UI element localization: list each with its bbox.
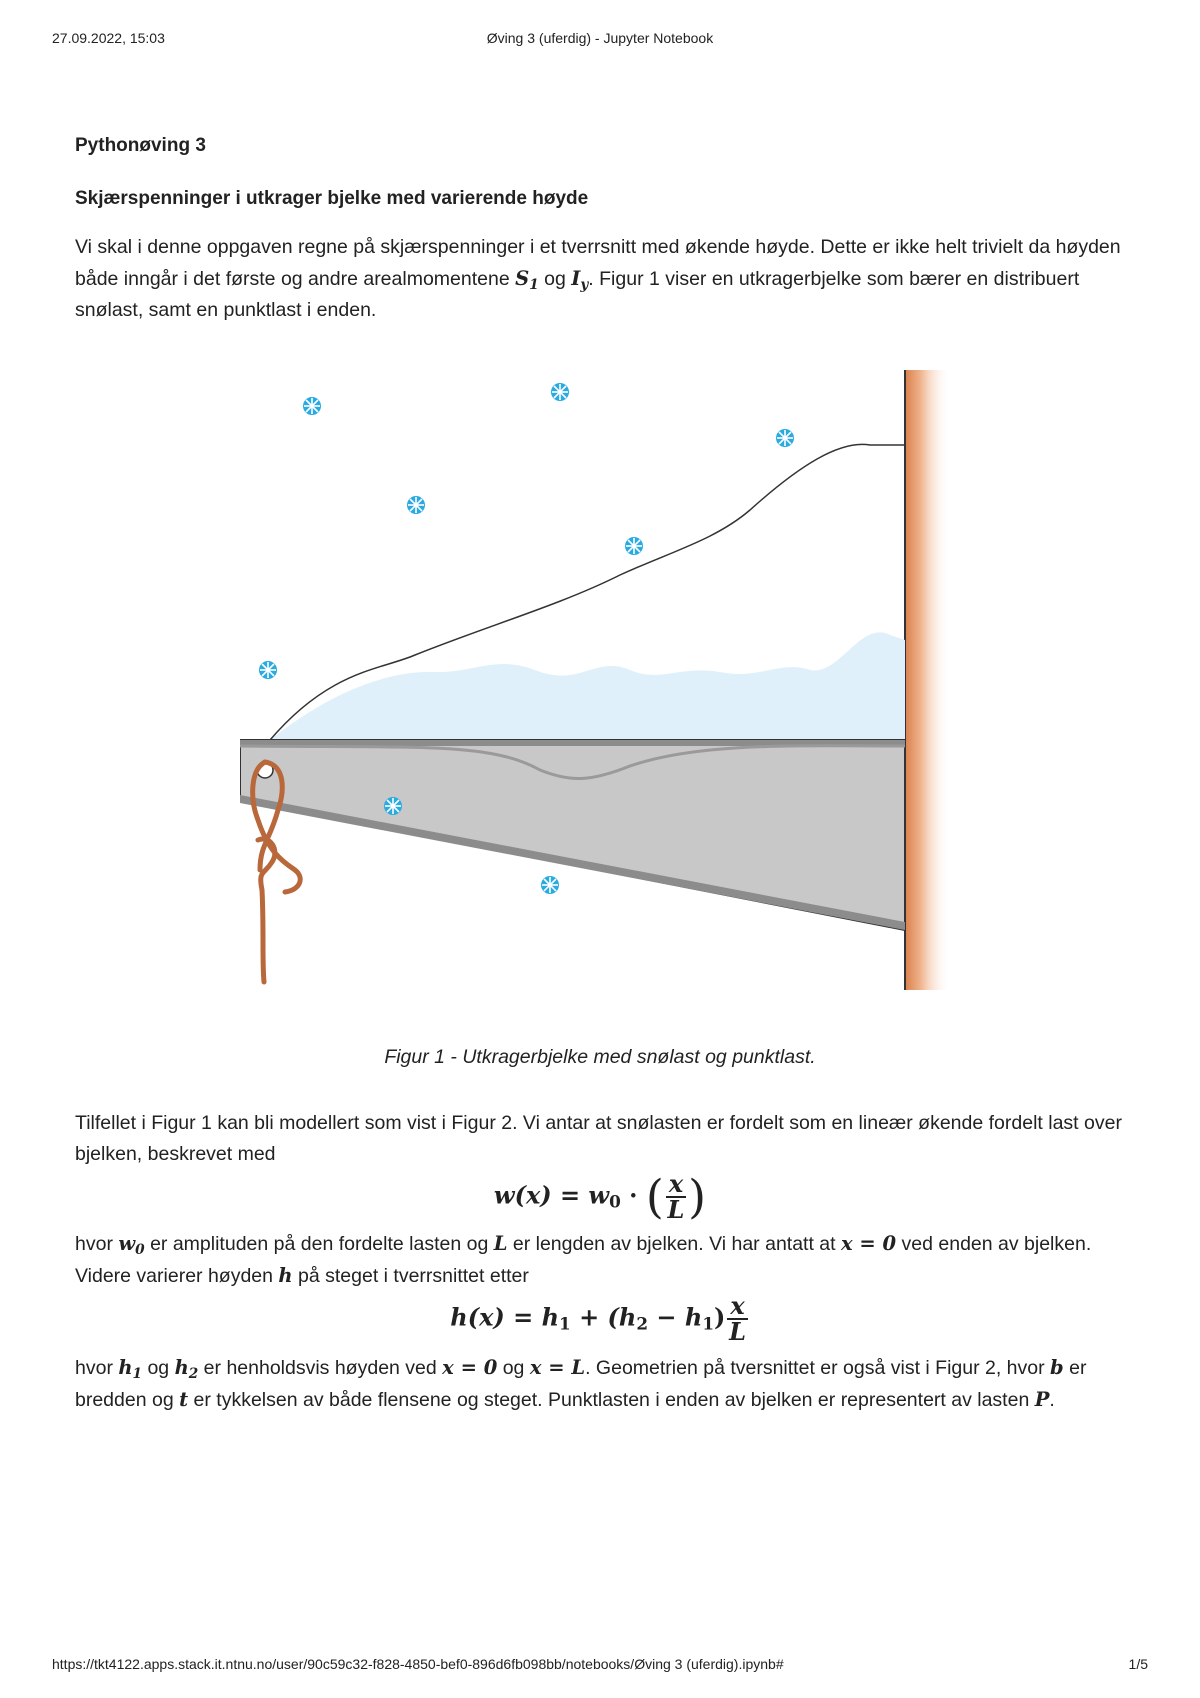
page-title: Pythonøving 3 [75,135,206,156]
paragraph-model: Tilfellet i Figur 1 kan bli modellert som vist i Figur 2. Vi antar at snølasten er fordelt som en lineær økende fordelt last over bjelken, beskrevet med [75,1112,1122,1165]
figure-caption: Figur 1 - Utkragerbjelke med snølast og punktlast. [384,1046,816,1068]
snowflake [541,876,559,894]
print-url: https://tkt4122.apps.stack.it.ntnu.no/user/90c59c32-f828-4850-bef0-896d6fb098bb/notebooks/Øving 3 (uferdig).ipynb# [52,1656,784,1672]
equation-height: $h(x) = h_1 + (h_2 - h_1)$ $\frac{x}{L}$ [450,1291,746,1346]
beam-web [240,740,905,930]
snowflake [625,537,643,555]
paragraph-definitions-2: hvor $h_1$ og $h_2$ er henholdsvis høyden ved x = 0 og x = L. Geometrien på tversnittet er også vist i Figur 2, hvor b er bredden og t er tykkelsen av både flensene og steget. Punktlasten i enden av bjelken er representert av lasten P. [75,1356,1087,1411]
snowflake [776,429,794,447]
snowflake [259,661,277,679]
print-title: Øving 3 (uferdig) - Jupyter Notebook [486,30,714,46]
math-S1: $S_1$ [515,267,539,293]
snowflake [551,383,569,401]
snowflake [384,797,402,815]
notebook-content [75,130,1125,326]
math-Iy: $I_y$ [571,267,589,293]
print-date: 27.09.2022, 15:03 [52,30,165,46]
section-heading: Skjærspenninger i utkrager bjelke med varierende høyde [75,188,589,209]
wall [905,370,950,990]
page-number: 1/5 [1128,1656,1148,1672]
equation-snow-load: $w(x) = w_0$ · ( $\frac{x}{L}$ ) [493,1169,707,1224]
paragraph-definitions-1: hvor $w_0$ er amplituden på den fordelte lasten og L er lengden av bjelken. Vi har antatt at x = 0 ved enden av bjelken. Videre varierer høyden h på steget i tverrsnittet etter [75,1232,1092,1287]
snowflake [303,397,321,415]
model-section [75,1108,1125,1416]
intro-paragraph: Vi skal i denne oppgaven regne på skjærspenninger i et tverrsnitt med økende høyde. Dette er ikke helt trivielt da høyden både inngår i det første og andre arealmomentene $S_1$ og $I_y$. Figur 1 viser en utkragerbjelke som bærer en distribuert snølast, samt en punktlast i enden. [75,236,1121,321]
figure-cantilever-beam [240,370,960,990]
snowflake [407,496,425,514]
